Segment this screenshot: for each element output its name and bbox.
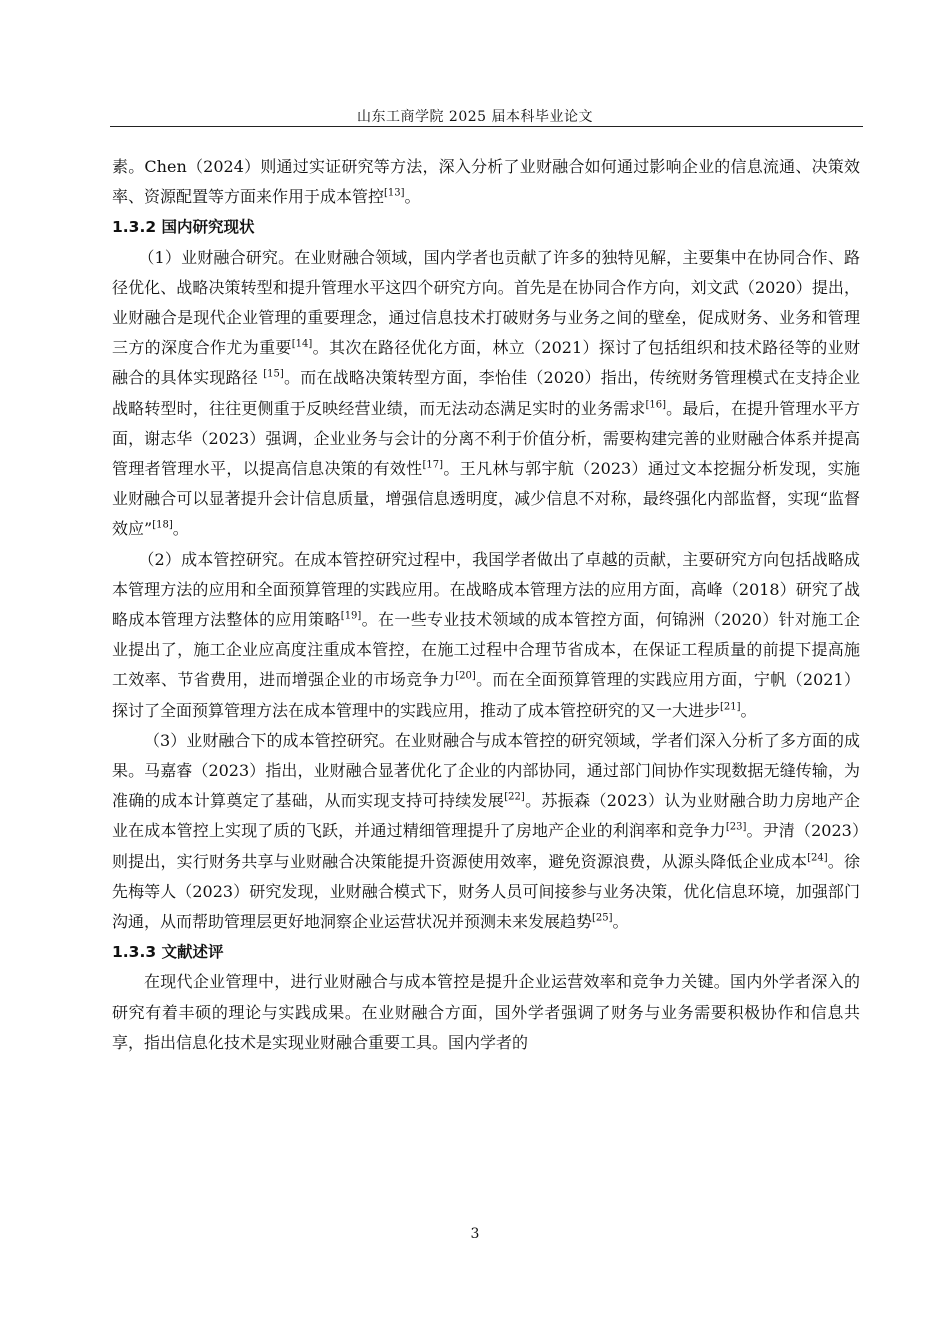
section-number: 1.3.2 xyxy=(112,218,157,237)
citation: [23] xyxy=(725,822,747,834)
citation: [18] xyxy=(152,520,173,532)
citation: [14] xyxy=(291,338,313,350)
section-number: 1.3.3 xyxy=(112,943,157,962)
section-heading-1-3-3 xyxy=(112,937,860,967)
continuation-paragraph xyxy=(112,152,860,212)
paragraph-text: 。其次在路径优化方面，林立（2021）探讨了包括组织和技术路径等的业财融合的具体实现路径 xyxy=(112,338,860,388)
paragraph-business-finance-integration xyxy=(112,243,860,545)
paragraph-text: 。徐先梅等人（2023）研究发现，业财融合模式下，财务人员可间接参与业务决策，优化信息环境，加强部门沟通，从而帮助管理层更好地洞察企业运营状况并预测未来发展趋势 xyxy=(112,851,860,932)
section-title: 文献述评 xyxy=(161,943,224,962)
paragraph-cost-control xyxy=(112,545,860,726)
paragraph-text: 。而在战略决策转型方面，李怡佳（2020）指出，传统财务管理模式在支持企业战略转型时，往往更侧重于反映经营业绩，而无法动态满足实时的业务需求 xyxy=(112,368,860,418)
citation: [22] xyxy=(504,791,525,803)
paragraph-text: 素。Chen（2024）则通过实证研究等方法，深入分析了业财融合如何通过影响企业的信息流通、决策效率、资源配置等方面来作用于成本管控 xyxy=(112,157,860,207)
citation: [25] xyxy=(592,912,613,924)
paragraph-text: 在现代企业管理中，进行业财融合与成本管控是提升企业运营效率和竞争力关键。国内外学者深入的研究有着丰硕的理论与实践成果。在业财融合方面，国外学者强调了财务与业务需要积极协作和信息共享，指出信息化技术是实现业财融合重要工具。国内学者的 xyxy=(112,972,860,1052)
paragraph-text: 。最后，在提升管理水平方面，谢志华（2023）强调，企业业务与会计的分离不利于价值分析，需要构建完善的业财融合体系并提高管理者管理水平，以提高信息决策的有效性 xyxy=(112,398,860,479)
citation: [19] xyxy=(340,610,362,622)
paragraph-text: 。 xyxy=(612,912,629,932)
paragraph-text: （2）成本管控研究。在成本管控研究过程中，我国学者做出了卓越的贡献，主要研究方向包括战略成本管理方法的应用和全面预算管理的实践应用。在战略成本管理方法的应用方面，高峰（2018）研究了战略成本管理方法整体的应用策略 xyxy=(112,549,860,630)
paragraph-text: 。而在全面预算管理的实践应用方面，宁帆（2021）探讨了全面预算管理方法在成本管理中的实践应用，推动了成本管控研究的又一大进步 xyxy=(112,670,860,720)
section-title: 国内研究现状 xyxy=(161,218,255,237)
header-rule xyxy=(110,126,863,127)
body-content xyxy=(112,152,860,1058)
paragraph-text: 。尹清（2023）则提出，实行财务共享与业财融合决策能提升资源使用效率，避免资源浪费，从源头降低企业成本 xyxy=(112,821,860,871)
citation: [21] xyxy=(720,701,741,713)
citation: [20] xyxy=(455,671,476,683)
paragraph-integration-cost-control xyxy=(112,726,860,937)
paragraph-text: 。 xyxy=(404,187,421,207)
running-header: 山东工商学院 2025 届本科毕业论文 xyxy=(356,109,594,125)
paragraph-text: 。王凡林与郭宇航（2023）通过文本挖掘分析发现，实施业财融合可以显著提升会计信息质量，增强信息透明度，减少信息不对称，最终强化内部监督，实现“监督效应” xyxy=(112,459,860,539)
citation: [16] xyxy=(645,399,666,411)
citation: [15] xyxy=(263,369,284,381)
page-number: 3 xyxy=(470,1226,480,1242)
paragraph-text: 。苏振森（2023）认为业财融合助力房地产企业在成本管控上实现了质的飞跃，并通过精细管理提升了房地产企业的利润率和竞争力 xyxy=(112,791,860,841)
citation: [24] xyxy=(807,852,828,864)
paragraph-text: （1）业财融合研究。在业财融合领域，国内学者也贡献了许多的独特见解，主要集中在协同合作、路径优化、战略决策转型和提升管理水平这四个研究方向。首先是在协同合作方向，刘文武（2020）提出，业财融合是现代企业管理的重要理念，通过信息技术打破财务与业务之间的壁垒，促成财务、业务和管理三方的深度合作尤为重要 xyxy=(112,247,860,358)
paragraph-text: 。 xyxy=(172,519,189,539)
citation: [17] xyxy=(422,459,444,471)
section-heading-1-3-2 xyxy=(112,212,860,242)
citation: [13] xyxy=(384,187,405,199)
paragraph-text: （3）业财融合下的成本管控研究。在业财融合与成本管控的研究领域，学者们深入分析了多方面的成果。马嘉睿（2023）指出，业财融合显著优化了企业的内部协同，通过部门间协作实现数据无缝传输，为准确的成本计算奠定了基础，从而实现支持可持续发展 xyxy=(112,730,860,811)
paragraph-text: 。 xyxy=(740,700,757,720)
paragraph-text: 。在一些专业技术领域的成本管控方面，何锦洲（2020）针对施工企业提出了，施工企业应高度注重成本管控，在施工过程中合理节省成本，在保证工程质量的前提下提高施工效率、节省费用，进而增强企业的市场竞争力 xyxy=(112,610,860,690)
paragraph-literature-review xyxy=(112,967,860,1058)
